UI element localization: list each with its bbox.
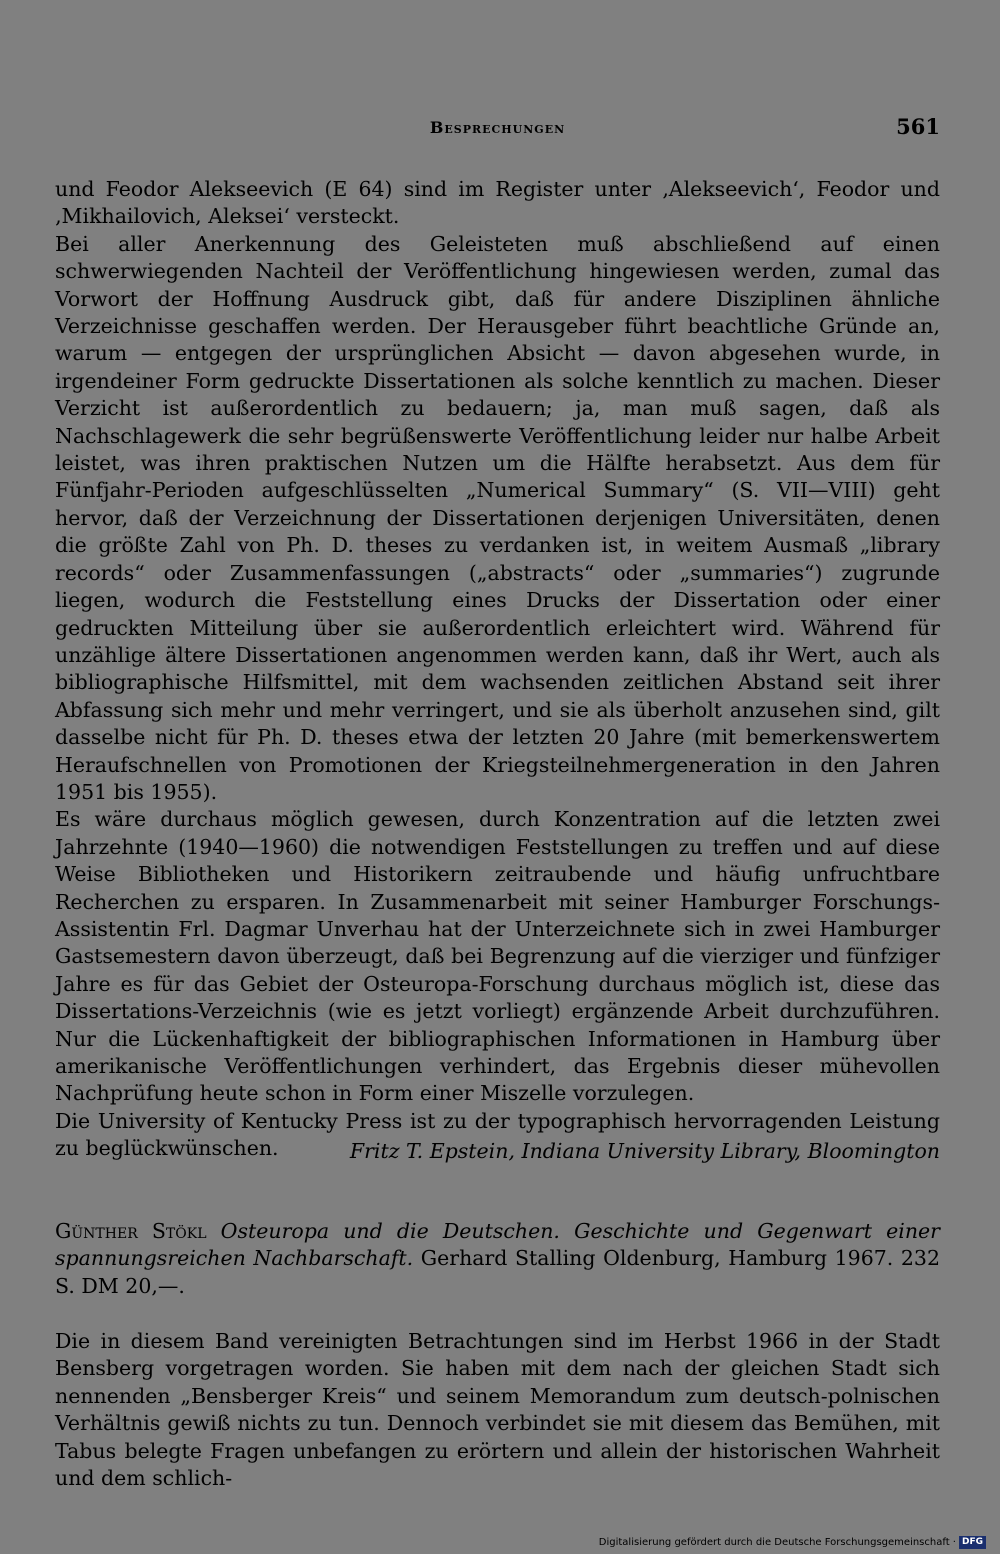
- paragraph: Die in diesem Band vereinigten Betrachtungen sind im Herbst 1966 in der Stadt Bensberg vorgetragen worden. Sie haben mit dem nach der gleichen Stadt sich nennenden „Bensberger Kreis“ und seinem Memorandum zum deutsch-polnischen Verhältnis gewiß nichts zu tun. Dennoch verbindet sie mit diesem das Bemühen, mit Tabus belegte Fragen unbefangen zu erörtern und allein der historischen Wahrheit und dem schlich-: [55, 1329, 940, 1491]
- review-text-1: [55, 176, 940, 1163]
- paragraph: Es wäre durchaus möglich gewesen, durch Konzentration auf die letzten zwei Jahrzehnte (1940—1960) die notwendigen Feststellungen zu treffen und auf diese Weise Bibliotheken und Historikern zeitraubende und häufig unfruchtbare Recherchen zu ersparen. In Zusammenarbeit mit seiner Hamburger Forschungs-Assistentin Frl. Dagmar Unverhau hat der Unterzeichnete sich in zwei Hamburger Gastsemestern davon überzeugt, daß bei Begrenzung auf die vierziger und fünfziger Jahre es für das Gebiet der Osteuropa-Forschung durchaus möglich ist, diese das Dissertations-Verzeichnis (wie es jetzt vorliegt) ergänzende Arbeit durchzuführen. Nur die Lückenhaftigkeit der bibliographischen Informationen in Hamburg über amerikanische Veröffentlichungen verhindert, das Ergebnis dieser mühevollen Nachprüfung heute schon in Form einer Miszelle vorzulegen.: [55, 807, 940, 1106]
- digitization-footer: [599, 1536, 986, 1549]
- reviewer-signature: Fritz T. Epstein, Indiana University Library, Bloomington: [349, 1139, 940, 1163]
- paragraph: Die University of Kentucky Press ist zu der typographisch hervorragenden Leistung zu beglückwünschen.: [55, 1108, 940, 1161]
- page-header: [55, 114, 940, 144]
- footer-text: Digitalisierung gefördert durch die Deutsche Forschungsgemeinschaft ·: [598, 1537, 956, 1548]
- book-author: Günther Stökl: [55, 1219, 207, 1243]
- review-text-2: [55, 1328, 940, 1492]
- book-title: Osteuropa und die Deutschen. Geschichte und Gegenwart einer spannungsreichen Nachbarschaft.: [55, 1219, 940, 1271]
- running-head: Besprechungen: [429, 118, 566, 137]
- bibliographic-entry: [55, 1218, 940, 1300]
- dfg-logo-icon: DFG: [959, 1536, 986, 1549]
- book-publisher: Gerhard Stalling Oldenburg, Hamburg 1967. 232 S. DM 20,—.: [55, 1246, 940, 1298]
- page-number: 561: [896, 114, 940, 139]
- paragraph: und Feodor Alekseevich (E 64) sind im Register unter ‚Alekseevich‘, Feodor und ‚Mikhailovich, Aleksei‘ versteckt.: [55, 177, 940, 229]
- paragraph: Bei aller Anerkennung des Geleisteten muß abschließend auf einen schwerwiegenden Nachteil der Veröffentlichung hingewiesen werden, zumal das Vorwort der Hoffnung Ausdruck gibt, daß für andere Disziplinen ähnliche Verzeichnisse geschaffen werden. Der Herausgeber führt beachtliche Gründe an, warum — entgegen der ursprünglichen Absicht — davon abgesehen wurde, in irgendeiner Form gedruckte Dissertationen als solche kenntlich zu machen. Dieser Verzicht ist außerordentlich zu bedauern; ja, man muß sagen, daß als Nachschlagewerk die sehr begrüßenswerte Veröffentlichung leider nur halbe Arbeit leistet, was ihren praktischen Nutzen um die Hälfte herabsetzt. Aus dem für Fünfjahr-Perioden aufgeschlüsselten „Numerical Summary“ (S. VII—VIII) geht hervor, daß der Verzeichnung der Dissertationen derjenigen Universitäten, denen die größte Zahl von Ph. D. theses zu verdanken ist, in weitem Ausmaß „library records“ oder Zusammenfassungen („abstracts“ oder „summaries“) zugrunde liegen, wodurch die Feststellung eines Drucks der Dissertation oder einer gedruckten Mitteilung über sie außerordentlich erleichtert wird. Während für unzählige ältere Dissertationen angenommen werden kann, daß ihr Wert, auch als bibliographische Hilfsmittel, mit dem wachsenden zeitlichen Abstand seit ihrer Abfassung sich mehr und mehr verringert, und sie als überholt anzusehen sind, gilt dasselbe nicht für Ph. D. theses etwa der letzten 20 Jahre (mit bemerkenswertem Heraufschnellen von Promotionen der Kriegsteilnehmergeneration in den Jahren 1951 bis 1955).: [55, 231, 940, 804]
